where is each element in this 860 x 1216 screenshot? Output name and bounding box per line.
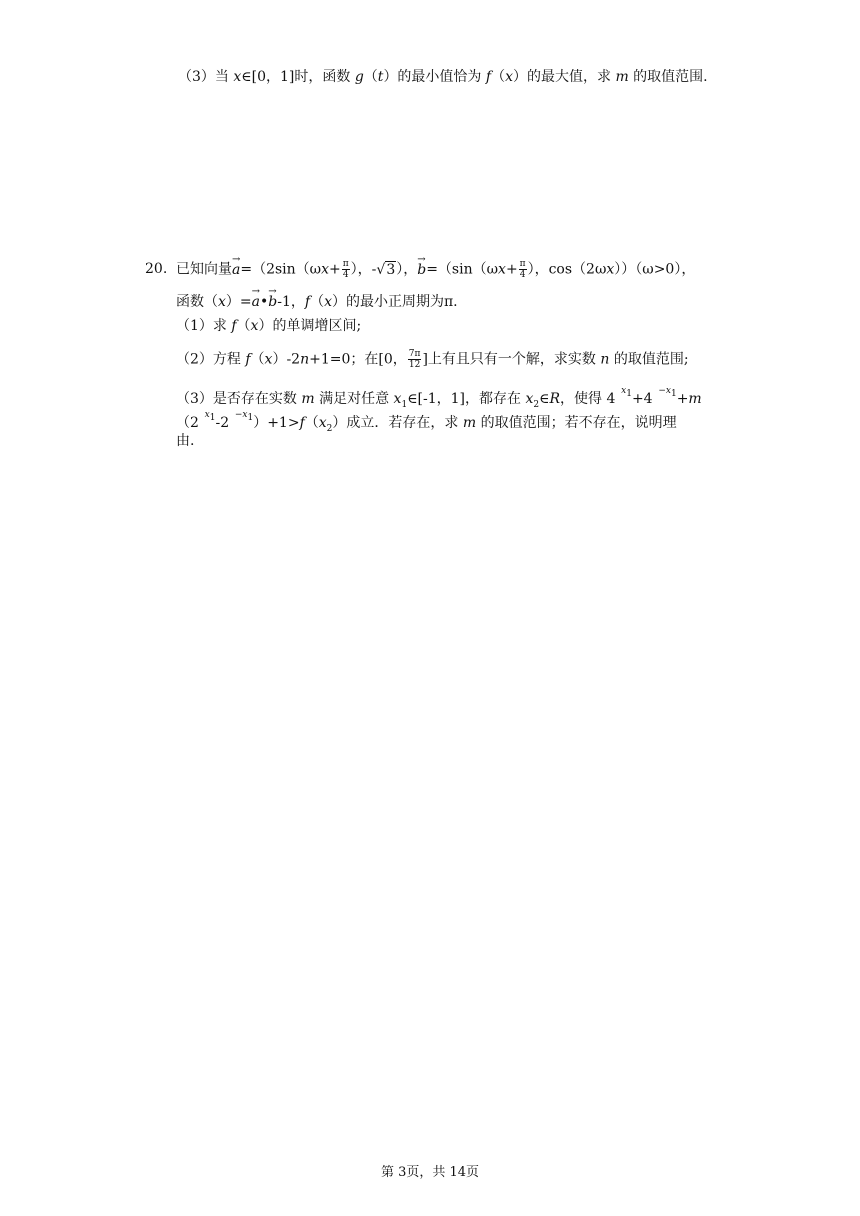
- text: ）-2: [272, 351, 301, 368]
- var-x: x: [204, 410, 210, 420]
- text: ∈[0，1]时，函数: [241, 69, 355, 85]
- text: （: [250, 351, 265, 368]
- var-x: x: [505, 69, 513, 85]
- var-x: x: [218, 294, 226, 310]
- subscript: 1: [401, 399, 408, 410]
- var-x: x: [321, 261, 329, 278]
- text: （: [304, 415, 319, 431]
- var-f: f: [485, 69, 492, 85]
- var-x: x: [233, 69, 242, 85]
- denominator: 4: [519, 270, 526, 280]
- text: 满足对任意: [314, 391, 394, 407]
- var-x: x: [393, 391, 402, 407]
- page-footer: 第 3页，共 14页: [380, 1165, 480, 1180]
- text: ∈[-1，1]，都存在: [407, 391, 526, 407]
- var-x: x: [525, 391, 534, 407]
- denominator: 4: [342, 270, 349, 280]
- text: 的取值范围.: [628, 69, 708, 85]
- question-number: 20.: [145, 261, 168, 277]
- text: ）的最小正周期为π.: [331, 294, 458, 310]
- text: 的取值范围；若不存在，说明理: [476, 415, 677, 431]
- text: ，使得 4: [560, 391, 616, 407]
- text: （: [491, 69, 506, 85]
- exponent: [615, 386, 632, 399]
- text: ）+1>: [253, 415, 300, 431]
- var-f: f: [299, 415, 305, 431]
- var-neg-x: −x: [658, 386, 671, 396]
- var-f: f: [245, 351, 251, 368]
- subscript: 1: [247, 412, 254, 423]
- vector-b: → b: [417, 260, 426, 280]
- text: +: [676, 391, 689, 407]
- text: ））（ω>0），: [614, 261, 696, 278]
- fraction-7pi-over-12: [408, 349, 422, 370]
- text: -1，: [277, 294, 305, 310]
- vector-a: → a: [232, 260, 240, 280]
- var-x: x: [318, 415, 327, 431]
- fraction-pi-over-4: [519, 259, 527, 280]
- text: =（sin（ω: [426, 261, 499, 278]
- text: +: [505, 261, 518, 278]
- text: （2: [176, 415, 199, 431]
- var-g: g: [354, 69, 364, 85]
- numerator: π: [342, 259, 349, 269]
- text: ）的最小值恰为: [383, 69, 486, 85]
- text: =（2sin（ω: [240, 261, 322, 278]
- q20-part2: [176, 349, 689, 370]
- text: （: [236, 318, 251, 334]
- var-neg-x: −x: [234, 410, 248, 420]
- subscript: 2: [326, 423, 333, 434]
- exponent: [653, 386, 677, 399]
- var-x: x: [621, 386, 627, 396]
- text: -2: [215, 415, 230, 431]
- q20-stem-line2: [176, 292, 458, 312]
- q20-stem-line1: [176, 259, 695, 280]
- vector-b: → b: [268, 292, 277, 312]
- text: ）的最大值，求: [512, 69, 616, 85]
- text: ∈: [539, 391, 550, 407]
- text: （3）是否存在实数: [176, 391, 302, 407]
- text: ]上有且只有一个解，求实数: [422, 351, 601, 368]
- text: 的取值范围;: [609, 351, 689, 368]
- text: ），: [396, 261, 418, 278]
- q20-part3-line2: [176, 405, 677, 439]
- sqrt-3: √3: [376, 261, 396, 278]
- var-m: m: [301, 391, 315, 407]
- text: （: [363, 69, 378, 85]
- radicand: 3: [386, 261, 396, 278]
- var-R: R: [549, 391, 561, 407]
- subscript: 1: [670, 388, 677, 399]
- var-f: f: [231, 318, 237, 334]
- vector-a: → a: [252, 292, 260, 312]
- text: +: [329, 261, 341, 278]
- exponent: [229, 410, 254, 423]
- var-x: x: [324, 294, 332, 310]
- var-x: x: [606, 261, 615, 278]
- q20-part3-line3: 由.: [176, 433, 195, 449]
- text: （2）方程: [176, 351, 246, 368]
- text: 函数（: [176, 294, 218, 310]
- fraction-pi-over-4: [342, 259, 350, 280]
- text: ），cos（2ω: [527, 261, 607, 278]
- text: +1=0；在[0，: [309, 351, 407, 368]
- text: ）成立．若存在，求: [332, 415, 463, 431]
- dot-operator: •: [260, 294, 269, 310]
- var-m: m: [462, 415, 477, 431]
- var-x: x: [250, 318, 259, 334]
- subscript: 1: [209, 412, 216, 423]
- denominator: 12: [408, 360, 421, 370]
- text: （3）当: [178, 69, 234, 85]
- var-f: f: [304, 294, 311, 310]
- exponent: [199, 410, 216, 423]
- text: 已知向量: [176, 261, 232, 278]
- subscript: 1: [626, 388, 632, 399]
- var-n: n: [300, 351, 310, 368]
- q20-part1: [176, 316, 361, 336]
- var-m: m: [688, 391, 702, 407]
- var-n: n: [600, 351, 610, 368]
- text: （: [310, 294, 325, 310]
- numerator: 7π: [408, 349, 421, 359]
- var-x: x: [498, 261, 506, 278]
- text: +4: [631, 391, 653, 407]
- q19-part3: [178, 67, 708, 87]
- var-m: m: [615, 69, 629, 85]
- var-t: t: [377, 69, 384, 85]
- var-x: x: [264, 351, 273, 368]
- subscript: 2: [533, 399, 540, 410]
- text: ），-: [350, 261, 377, 278]
- text: ）=: [225, 294, 252, 310]
- text: （1）求: [176, 318, 232, 334]
- text: ）的单调增区间;: [258, 318, 362, 334]
- numerator: π: [519, 259, 526, 269]
